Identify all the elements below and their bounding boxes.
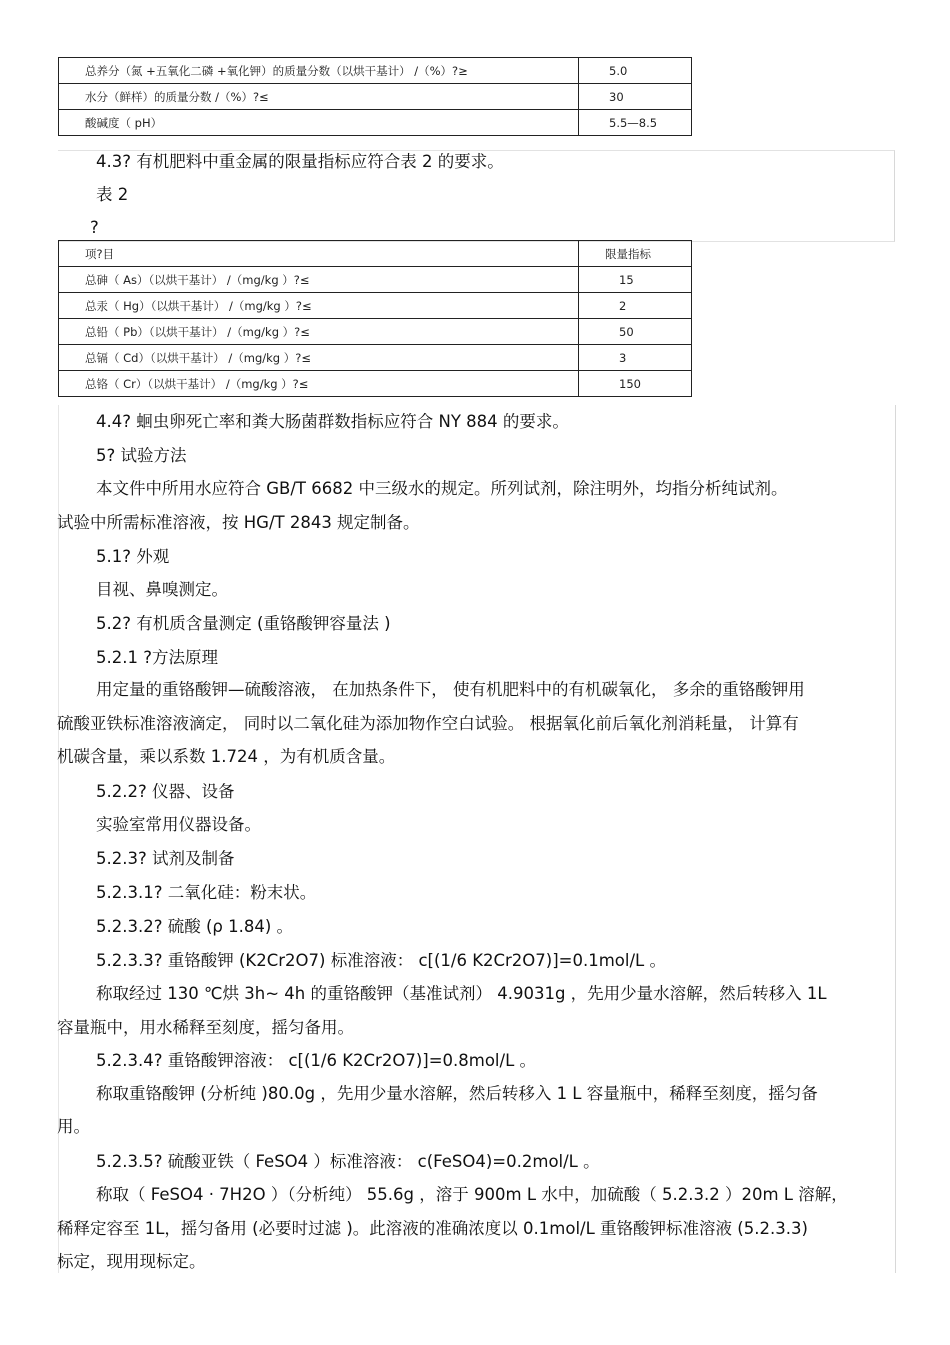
- paragraph-line: 本文件中所用水应符合 GB/T 6682 中三级水的规定。所列试剂，除注明外，均指分析纯试剂。: [96, 479, 788, 498]
- item-5-2-3-3: 5.2.3.3? 重铬酸钾 (K2Cr2O7) 标准溶液： c[(1/6 K2Cr2O7)]=0.1mol/L 。: [96, 951, 666, 970]
- table-cell-value: 150: [579, 371, 692, 397]
- table-cell-item: 总砷（ As）（以烘干基计） /（mg/kg ）?≤: [59, 267, 579, 293]
- paragraph-line: 实验室常用仪器设备。: [96, 815, 261, 834]
- table-cell-item: 总镉（ Cd）（以烘干基计） /（mg/kg ）?≤: [59, 345, 579, 371]
- paragraph-line: 标定，现用现标定。: [57, 1252, 206, 1271]
- table-cell-value: 50: [579, 319, 692, 345]
- table-row: [59, 110, 692, 136]
- page-frame-lower: [58, 405, 896, 1273]
- table-cell-item: 总养分（氮 +五氧化二磷 +氧化钾）的质量分数（以烘干基计） /（%）?≥: [59, 58, 579, 84]
- paragraph-4-4: 4.4? 蛔虫卵死亡率和粪大肠菌群数指标应符合 NY 884 的要求。: [96, 412, 569, 431]
- paragraph-line: 硫酸亚铁标准溶液滴定， 同时以二氧化硅为添加物作空白试验。 根据氧化前后氧化剂消耗量， 计算有: [57, 714, 799, 733]
- nutrient-table: [58, 57, 692, 136]
- table-row: [59, 319, 692, 345]
- paragraph-line: 稀释定容至 1L，摇匀备用 (必要时过滤 )。此溶液的准确浓度以 0.1mol/L 重铬酸钾标准溶液 (5.2.3.3): [57, 1219, 808, 1238]
- heading-5-2: 5.2? 有机质含量测定 (重铬酸钾容量法 ): [96, 614, 391, 633]
- table-row: [59, 84, 692, 110]
- paragraph-line: 称取经过 130 ℃烘 3h~ 4h 的重铬酸钾（基准试剂） 4.9031g ，先用少量水溶解，然后转移入 1L: [96, 984, 827, 1003]
- paragraph-line: 用。: [57, 1117, 90, 1136]
- paragraph-line: 目视、鼻嗅测定。: [96, 580, 228, 599]
- table-cell-value: 15: [579, 267, 692, 293]
- table-header-item: 项?目: [59, 241, 579, 267]
- table-header-row: [59, 241, 692, 267]
- heading-5-2-3: 5.2.3? 试剂及制备: [96, 849, 235, 868]
- table-cell-value: 3: [579, 345, 692, 371]
- paragraph-line: 机碳含量，乘以系数 1.724 ，为有机质含量。: [57, 747, 396, 766]
- table-cell-value: 5.5—8.5: [579, 110, 692, 136]
- paragraph-line: 称取重铬酸钾 (分析纯 )80.0g ，先用少量水溶解，然后转移入 1 L 容量瓶中，稀释至刻度，摇匀备: [96, 1084, 818, 1103]
- table-2-title: 表 2: [96, 185, 129, 204]
- table-row: [59, 58, 692, 84]
- placeholder-mark: ?: [90, 218, 99, 237]
- table-cell-item: 总铅（ Pb）（以烘干基计） /（mg/kg ）?≤: [59, 319, 579, 345]
- table-cell-item: 水分（鲜样）的质量分数 /（%）?≤: [59, 84, 579, 110]
- item-5-2-3-5: 5.2.3.5? 硫酸亚铁（ FeSO4 ）标准溶液： c(FeSO4)=0.2mol/L 。: [96, 1152, 600, 1171]
- item-5-2-3-4: 5.2.3.4? 重铬酸钾溶液： c[(1/6 K2Cr2O7)]=0.8mol/L 。: [96, 1051, 537, 1070]
- table-row: [59, 345, 692, 371]
- heading-5-2-2: 5.2.2? 仪器、设备: [96, 782, 235, 801]
- table-cell-item: 总汞（ Hg）（以烘干基计） /（mg/kg ）?≤: [59, 293, 579, 319]
- section-4-3-text: 4.3? 有机肥料中重金属的限量指标应符合表 2 的要求。: [96, 152, 504, 171]
- table-cell-item: 酸碱度（ pH）: [59, 110, 579, 136]
- table-cell-item: 总铬（ Cr）（以烘干基计） /（mg/kg ）?≤: [59, 371, 579, 397]
- heading-5-2-1: 5.2.1 ?方法原理: [96, 648, 218, 667]
- item-5-2-3-2: 5.2.3.2? 硫酸 (ρ 1.84) 。: [96, 917, 294, 936]
- heavy-metal-table: [58, 240, 692, 397]
- paragraph-line: 用定量的重铬酸钾—硫酸溶液， 在加热条件下， 使有机肥料中的有机碳氧化， 多余的重铬酸钾用: [96, 680, 805, 699]
- table-cell-value: 30: [579, 84, 692, 110]
- heading-5: 5? 试验方法: [96, 446, 187, 465]
- item-5-2-3-1: 5.2.3.1? 二氧化硅：粉末状。: [96, 883, 317, 902]
- heading-5-1: 5.1? 外观: [96, 547, 170, 566]
- table-cell-value: 5.0: [579, 58, 692, 84]
- table-cell-value: 2: [579, 293, 692, 319]
- table-row: [59, 371, 692, 397]
- table-header-value: 限量指标: [579, 241, 692, 267]
- paragraph-line: 容量瓶中，用水稀释至刻度，摇匀备用。: [57, 1018, 354, 1037]
- table-row: [59, 267, 692, 293]
- table-row: [59, 293, 692, 319]
- paragraph-line: 称取（ FeSO4 · 7H2O ）（分析纯） 55.6g ，溶于 900m L 水中，加硫酸（ 5.2.3.2 ）20m L 溶解，: [96, 1185, 848, 1204]
- paragraph-line: 试验中所需标准溶液，按 HG/T 2843 规定制备。: [57, 513, 420, 532]
